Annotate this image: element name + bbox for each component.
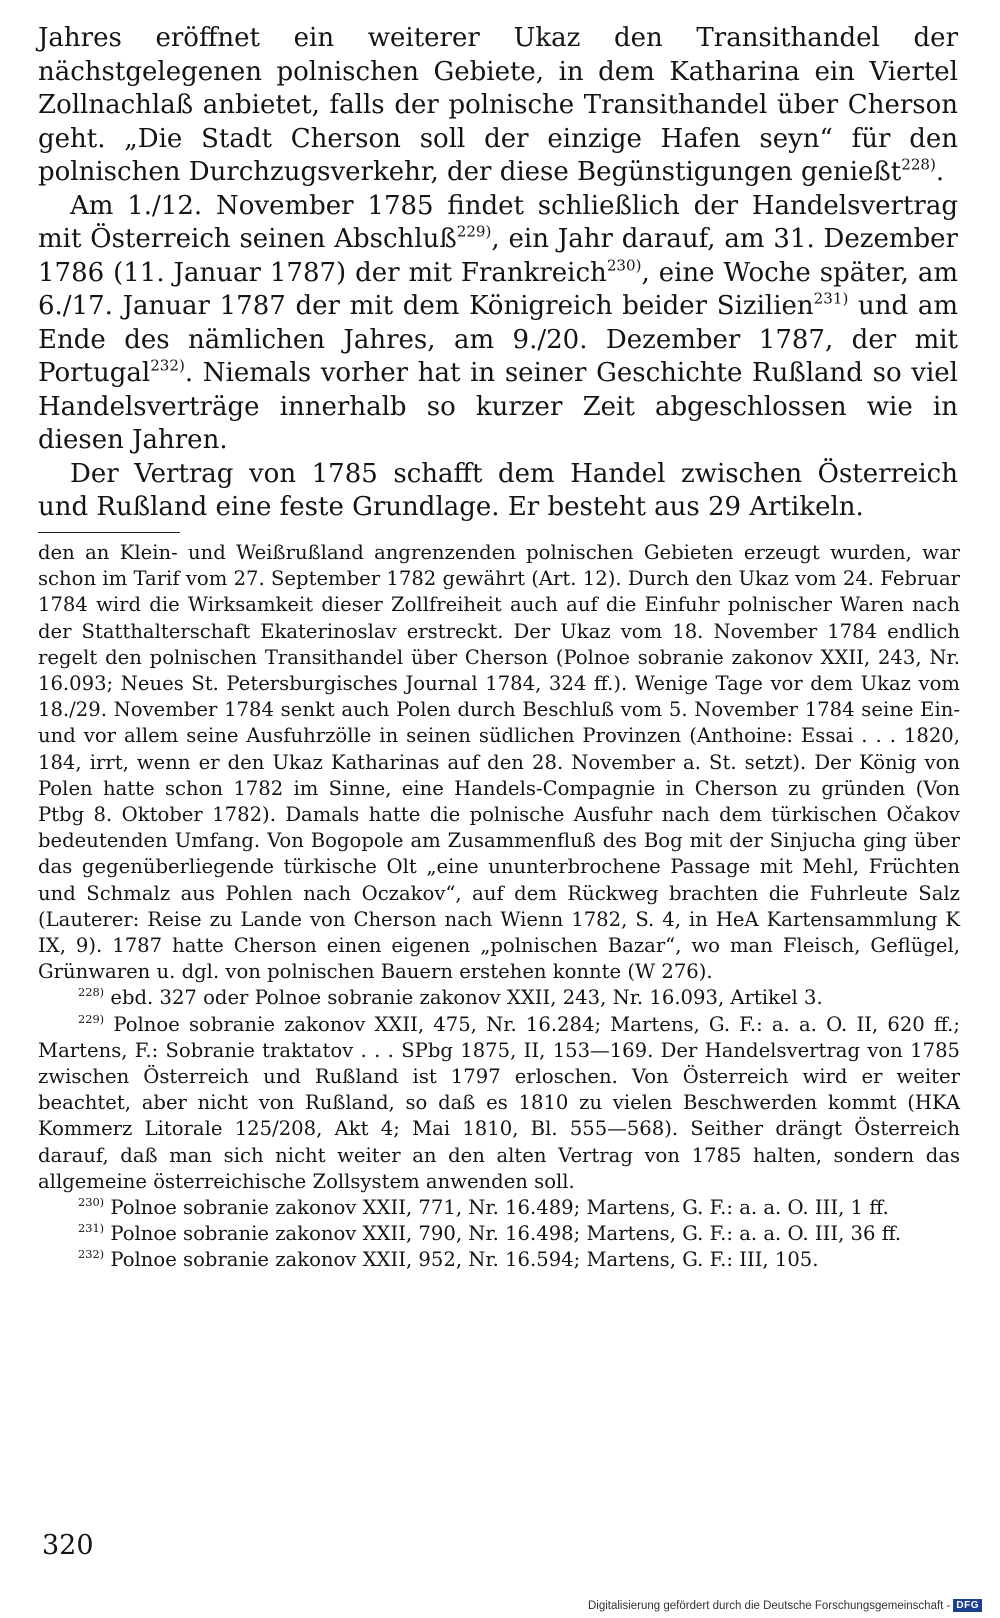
- footnote-232: [38, 1247, 960, 1273]
- footnotes: [38, 540, 960, 1274]
- paragraph-2-text-d: und am Ende des nämlichen Jahres, am 9./20. Dezember 1787, der mit Portugal: [38, 291, 958, 388]
- footnote-text: Polnoe sobranie zakonov XXII, 790, Nr. 16.498; Martens, G. F.: a. a. O. III, 36 ff.: [110, 1222, 902, 1246]
- main-text: [38, 22, 958, 525]
- credit-text: Digitalisierung gefördert durch die Deutsche Forschungsgemeinschaft -: [587, 1599, 951, 1612]
- footnote-230: [38, 1195, 960, 1221]
- footnote-text: Polnoe sobranie zakonov XXII, 952, Nr. 16.594; Martens, G. F.: III, 105.: [110, 1248, 819, 1272]
- digitization-credit: [588, 1599, 982, 1612]
- paragraph-2-text-e: . Niemals vorher hat in seiner Geschichte Rußland so viel Handelsverträge innerhalb so kurzer Zeit abgeschlossen wie in diesen Jahren.: [38, 358, 958, 455]
- paragraph-2-text-a: Am 1./12. November 1785 findet schließlich der Handelsvertrag mit Österreich seinen Abschluß: [38, 190, 958, 254]
- page-number: 320: [42, 1530, 94, 1561]
- paragraph-3: Der Vertrag von 1785 schafft dem Handel zwischen Österreich und Rußland eine feste Grundlage. Er besteht aus 29 Artikeln.: [38, 458, 958, 522]
- footnote-ref-228: 228): [901, 155, 936, 174]
- footnote-mark: 230): [78, 1195, 105, 1210]
- footnote-text: Polnoe sobranie zakonov XXII, 771, Nr. 16.489; Martens, G. F.: a. a. O. III, 1 ff.: [110, 1196, 889, 1220]
- footnote-text: Polnoe sobranie zakonov XXII, 475, Nr. 16.284; Martens, G. F.: a. a. O. II, 620 ff.; Martens, F.: Sobranie traktatov . . . SPbg 1875, II, 153—169. Der Handelsvertrag von 1785 zwischen Österreich und Rußland ist 1797 erloschen. Von Österreich wird er weiter beachtet, aber nicht von Rußland, so daß es 1810 zu vielen Beschwerden kommt (HKA Kommerz Litorale 125/208, Akt 4; Mai 1810, Bl. 555—568). Seither drängt Österreich darauf, daß man sich nicht weiter an den alten Vertrag von 1785 halten, sondern das allgemeine österreichische Zollsystem anwenden soll.: [38, 1012, 960, 1193]
- footnote-ref-230: 230): [606, 255, 642, 274]
- footnote-text: ebd. 327 oder Polnoe sobranie zakonov XXII, 243, Nr. 16.093, Artikel 3.: [110, 986, 823, 1010]
- footnote-231: [38, 1221, 960, 1247]
- paragraph-2: [38, 190, 958, 458]
- paragraph-2-text-c: , eine Woche später, am 6./17. Januar 1787 der mit dem Königreich beider Sizilien: [38, 257, 959, 321]
- footnote-mark: 228): [78, 985, 105, 1000]
- paragraph-1: [38, 22, 958, 190]
- dfg-logo-icon: DFG: [953, 1599, 982, 1612]
- footnote-mark: 229): [78, 1011, 105, 1026]
- footnote-ref-229: 229): [456, 222, 492, 241]
- footnote-separator: [38, 532, 180, 533]
- footnote-mark: 232): [78, 1247, 105, 1262]
- footnote-mark: 231): [78, 1221, 105, 1236]
- paragraph-2-text-b: , ein Jahr darauf, am 31. Dezember 1786 (11. Januar 1787) der mit Frankreich: [38, 224, 958, 288]
- footnote-229: [38, 1012, 960, 1195]
- footnote-continuation: den an Klein- und Weißrußland angrenzenden polnischen Gebieten erzeugt wurden, war schon im Tarif vom 27. September 1782 gewährt (Art. 12). Durch den Ukaz vom 24. Februar 1784 wird die Wirksamkeit dieser Zollfreiheit auch auf die Einfuhr polnischer Waren nach der Statthalterschaft Ekaterinoslav erstreckt. Der Ukaz vom 18. November 1784 endlich regelt den polnischen Transithandel über Cherson (Polnoe sobranie zakonov XXII, 243, Nr. 16.093; Neues St. Petersburgisches Journal 1784, 324 ff.). Wenige Tage vor dem Ukaz vom 18./29. November 1784 senkt auch Polen durch Beschluß vom 5. November 1784 seine Ein- und vor allem seine Ausfuhrzölle in seinen südlichen Provinzen (Anthoine: Essai . . . 1820, 184, irrt, wenn er den Ukaz Katharinas auf den 28. November a. St. setzt). Der König von Polen hatte schon 1782 im Sinne, eine Handels-Compagnie in Cherson zu gründen (Von Ptbg 8. Oktober 1782). Damals hatte die polnische Ausfuhr nach dem türkischen Očakov bedeutenden Umfang. Von Bogopole am Zusammenfluß des Bog mit der Sinjucha ging über das gegenüberliegende türkische Olt „eine ununterbrochene Passage mit Mehl, Früchten und Schmalz aus Pohlen nach Oczakov“, auf dem Rückweg brachten die Fuhrleute Salz (Lauterer: Reise zu Lande von Cherson nach Wienn 1782, S. 4, in HeA Kartensammlung K IX, 9). 1787 hatte Cherson einen eigenen „polnischen Bazar“, wo man Fleisch, Geflügel, Grünwaren u. dgl. von polnischen Bauern erstehen konnte (W 276).: [38, 541, 960, 984]
- paragraph-1-end: .: [935, 157, 945, 187]
- footnote-ref-231: 231): [813, 289, 849, 308]
- footnote-228: [38, 985, 960, 1011]
- footnote-ref-232: 232): [150, 356, 185, 375]
- paragraph-1-text: Jahres eröffnet ein weiterer Ukaz den Transithandel der nächstgelegenen polnischen Gebiete, in dem Katharina ein Viertel Zollnachlaß anbietet, falls der polnische Transithandel über Cherson geht. „Die Stadt Cherson soll der einzige Hafen seyn“ für den polnischen Durchzugsverkehr, der diese Begünstigungen genießt: [38, 23, 958, 187]
